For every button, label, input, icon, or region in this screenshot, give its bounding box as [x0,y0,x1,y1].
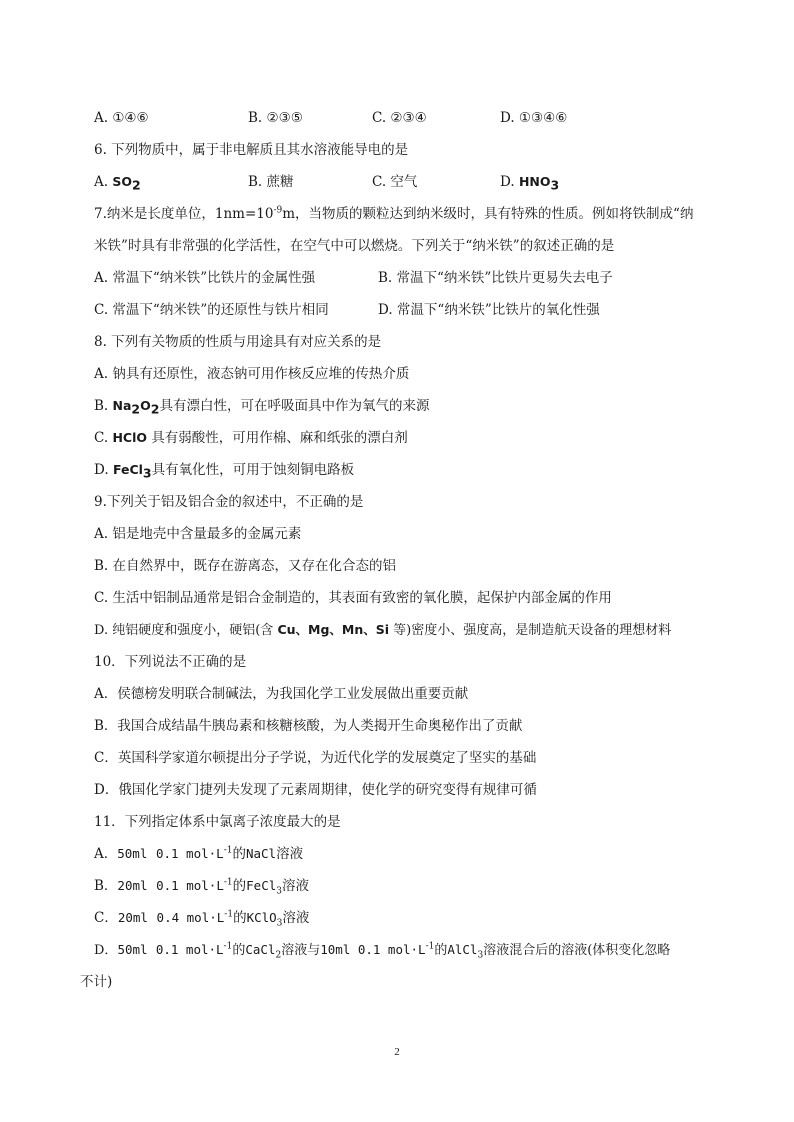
q11-option-a: A．50ml 0.1 $mol\cdot L^{-1}$的NaCl溶液 [94,845,304,862]
q11-stem: 11．下列指定体系中氯离子浓度最大的是 [94,814,341,830]
q6-stem: 6. 下列物质中，属于非电解质且其水溶液能导电的是 [94,142,409,158]
q11-option-c: C．20ml 0.4 $mol\cdot L^{-1}$的KClO$_3$溶液 [94,909,310,929]
q6-option-d: D. $HNO_3$ [500,174,560,193]
q7-option-b: B. 常温下“纳米铁”比铁片更易失去电子 [378,270,613,286]
q10-stem: 10．下列说法不正确的是 [94,654,247,670]
q11-option-b: B．20ml 0.1 $mol\cdot L^{-1}$的FeCl$_3$溶液 [94,877,309,897]
q8-option-b: B. $Na_2O_2$具有漂白性，可在呼吸面具中作为氧气的来源 [94,398,430,417]
q8-option-a: A. 钠具有还原性，液态钠可用作核反应堆的传热介质 [94,366,410,382]
q10-option-c: C．英国科学家道尔顿提出分子学说，为近代化学的发展奠定了坚实的基础 [94,750,537,766]
q11-option-d: D．50ml 0.1 $mol\cdot L^{-1}$的CaCl$_2$溶液与10ml 0.1 $mol\cdot L^{-1}$的AlCl$_3$溶液混合后的溶液(体积变化忽略 [94,941,671,961]
q6-option-a: A. $SO_2$ [94,174,141,193]
q5-option-b: B. ②③⑤ [248,110,303,126]
q8-option-d: D. FeCl$_3$具有氧化性，可用于蚀刻铜电路板 [94,462,355,481]
q7-option-c: C. 常温下“纳米铁”的还原性与铁片相同 [94,302,329,318]
q8-stem: 8. 下列有关物质的性质与用途具有对应关系的是 [94,334,382,350]
q7-stem-line1: 7.纳米是长度单位，$1nm=10^{-9}m$，当物质的颗粒达到纳米级时，具有特殊的性质。例如将铁制成“纳 [94,205,694,222]
q10-option-a: A．侯德榜发明联合制碱法，为我国化学工业发展做出重要贡献 [94,686,469,702]
q9-option-a: A. 铝是地壳中含量最多的金属元素 [94,526,302,542]
q9-stem: 9.下列关于铝及铝合金的叙述中，不正确的是 [94,494,364,510]
q5-option-a: A. ①④⑥ [94,110,149,126]
q10-option-d: D．俄国化学家门捷列夫发现了元素周期律，使化学的研究变得有规律可循 [94,782,537,798]
q7-option-d: D. 常温下“纳米铁”比铁片的氧化性强 [378,302,600,318]
q9-option-d: D. 纯铝硬度和强度小，硬铝(含 Cu、Mg、Mn、Si 等)密度小、强度高，是制造航天设备的理想材料 [94,622,672,638]
q5-option-c: C. ②③④ [372,110,427,126]
q7-option-a: A. 常温下“纳米铁”比铁片的金属性强 [94,270,316,286]
q6-option-c: C. 空气 [372,174,418,190]
q9-option-b: B. 在自然界中，既存在游离态，又存在化合态的铝 [94,558,397,574]
q7-stem-line2: 米铁”时具有非常强的化学活性，在空气中可以燃烧。下列关于“纳米铁”的叙述正确的是 [94,238,615,254]
q11-option-d-continued: 不计) [80,974,113,990]
page-number: 2 [394,1046,400,1058]
q9-option-c: C. 生活中铝制品通常是铝合金制造的，其表面有致密的氧化膜，起保护内部金属的作用 [94,590,612,606]
q5-option-d: D. ①③④⑥ [500,110,568,126]
q8-option-c: C. HClO 具有弱酸性，可用作棉、麻和纸张的漂白剂 [94,430,408,446]
q10-option-b: B．我国合成结晶牛胰岛素和核糖核酸，为人类揭开生命奥秘作出了贡献 [94,718,523,734]
q6-option-b: B. 蔗糖 [248,174,294,190]
